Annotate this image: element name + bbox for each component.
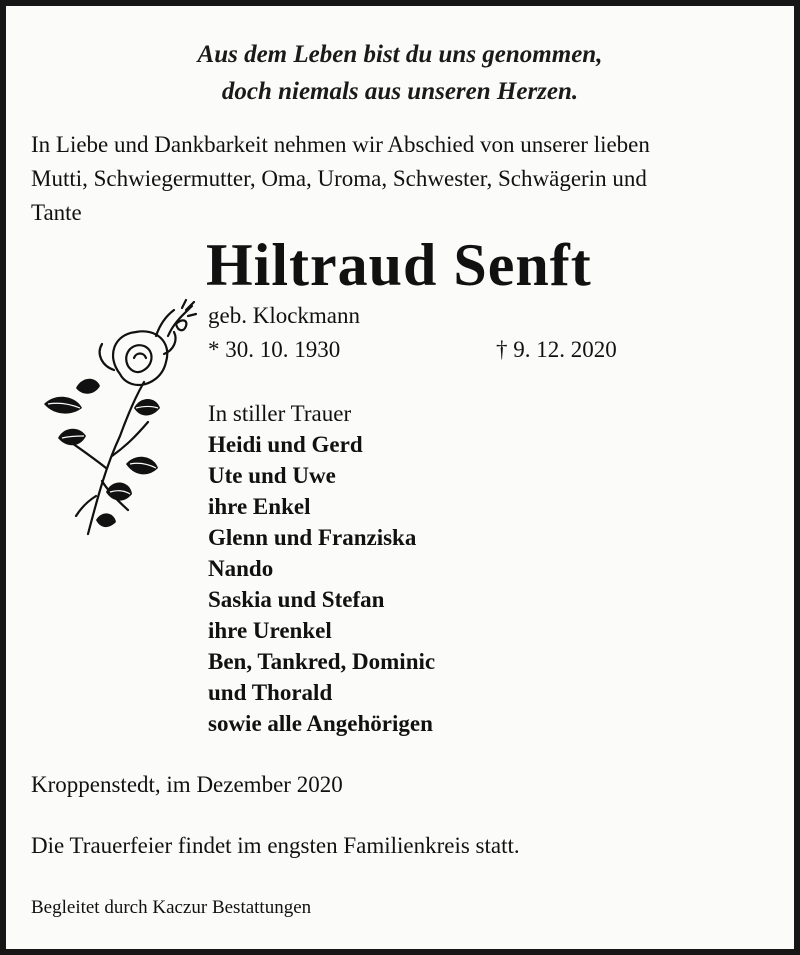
intro-line-3: Tante xyxy=(31,200,82,225)
motto-line-2: doch niemals aus unseren Herzen. xyxy=(221,78,579,105)
birth-name: geb. Klockmann xyxy=(208,303,361,328)
deceased-name: Hiltraud Senft xyxy=(206,232,592,298)
place-date: Kroppenstedt, im Dezember 2020 xyxy=(31,772,343,797)
undertaker-credit: Begleitet durch Kaczur Bestattungen xyxy=(31,897,312,918)
mourners-list xyxy=(208,398,435,739)
mourner-line: Ben, Tankred, Dominic xyxy=(208,649,436,674)
mourner-line: und Thorald xyxy=(208,680,333,705)
mourners-lead: In stiller Trauer xyxy=(208,401,352,426)
death-date: † 9. 12. 2020 xyxy=(496,337,617,362)
mourner-line: Nando xyxy=(208,556,274,581)
motto xyxy=(6,36,794,110)
birth-date: * 30. 10. 1930 xyxy=(208,337,341,362)
mourner-line: ihre Urenkel xyxy=(208,618,332,643)
mourner-line: sowie alle Angehörigen xyxy=(208,711,433,736)
motto-line-1: Aus dem Leben bist du uns genommen, xyxy=(197,41,603,68)
rose-icon xyxy=(36,296,201,541)
mourner-line: ihre Enkel xyxy=(208,494,311,519)
ceremony-note: Die Trauerfeier findet im engsten Familienkreis statt. xyxy=(31,833,520,858)
mourner-line: Heidi und Gerd xyxy=(208,432,363,457)
intro-line-1: In Liebe und Dankbarkeit nehmen wir Abschied von unserer lieben xyxy=(31,132,650,157)
intro-text xyxy=(31,128,781,230)
mourner-line: Ute und Uwe xyxy=(208,463,336,488)
mourner-line: Glenn und Franziska xyxy=(208,525,417,550)
mourner-line: Saskia und Stefan xyxy=(208,587,385,612)
intro-line-2: Mutti, Schwiegermutter, Oma, Uroma, Schwester, Schwägerin und xyxy=(31,166,647,191)
